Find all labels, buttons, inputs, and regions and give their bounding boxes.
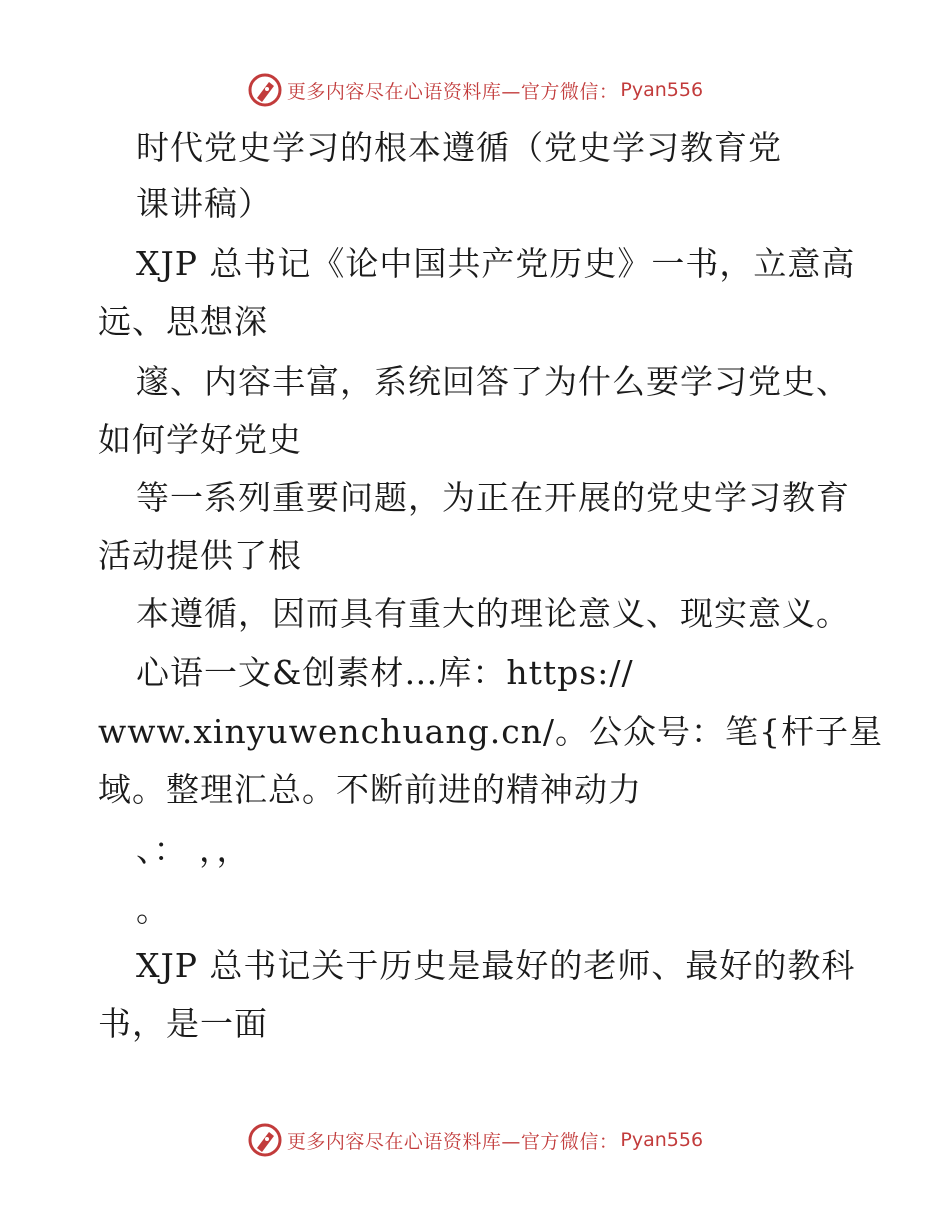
paragraph-line: 活动提供了根 — [98, 536, 302, 575]
title-line-2: 课讲稿） — [136, 184, 272, 223]
pen-logo-icon — [247, 1122, 283, 1158]
footer-watermark — [0, 1120, 950, 1160]
paragraph-line: 心语一文&创素材…库：https:// — [136, 653, 634, 692]
paragraph-line: 、： ，， — [136, 830, 251, 869]
paragraph-line: 书，是一面 — [98, 1004, 268, 1043]
watermark-text: 更多内容尽在心语资料库—官方微信： — [286, 80, 619, 103]
paragraph-line: 远、思想深 — [98, 302, 268, 341]
watermark-wechat-id: Pyan556 — [620, 1129, 704, 1151]
title-line-1: 时代党史学习的根本遵循（党史学习教育党 — [136, 128, 782, 167]
watermark-wechat-id: Pyan556 — [620, 79, 704, 101]
paragraph-line: 。 — [136, 890, 170, 929]
paragraph-line: XJP 总书记关于历史是最好的老师、最好的教科 — [136, 946, 856, 985]
paragraph-line: 域。整理汇总。不断前进的精神动力 — [98, 770, 642, 809]
paragraph-line: 邃、内容丰富，系统回答了为什么要学习党史、 — [136, 362, 850, 401]
paragraph-line: 如何学好党史 — [98, 420, 302, 459]
paragraph-line: www.xinyuwenchuang.cn/。公众号：笔{杆子星 — [98, 712, 884, 751]
paragraph-line: 本遵循，因而具有重大的理论意义、现实意义。 — [136, 594, 850, 633]
paragraph-line: 等一系列重要问题，为正在开展的党史学习教育 — [136, 478, 850, 517]
watermark-text: 更多内容尽在心语资料库—官方微信： — [286, 1130, 619, 1153]
paragraph-line: XJP 总书记《论中国共产党历史》一书，立意高 — [136, 244, 856, 283]
